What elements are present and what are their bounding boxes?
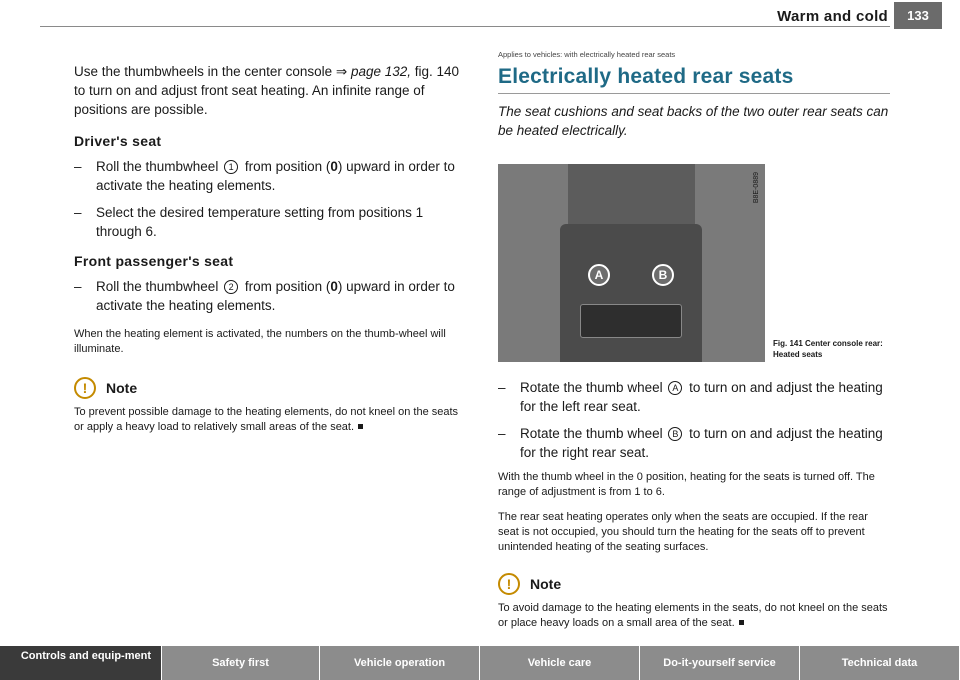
rear-note-title: Note — [530, 576, 562, 592]
passenger-seat-heading: Front passenger's seat — [74, 253, 234, 269]
figure-row — [498, 164, 890, 362]
header-rule — [40, 26, 890, 27]
rear-note-text: To avoid damage to the heating elements in the seats, do not kneel on the seats or place heavy loads on a small area of the seat. — [498, 602, 888, 629]
illumination-text: When the heating element is activated, the numbers on the thumb-wheel will illuminate. — [74, 328, 446, 355]
chapter-tab[interactable]: Controls and equip-ment — [0, 646, 162, 680]
caution-icon: ! — [498, 573, 520, 595]
chapter-tab[interactable]: Do-it-yourself service — [640, 646, 800, 680]
end-mark-icon — [739, 620, 744, 625]
applies-to: Applies to vehicles: with electrically heated rear seats — [498, 50, 676, 59]
callout-b-icon: B — [652, 264, 674, 286]
callout-a-icon: A — [588, 264, 610, 286]
chapter-tab[interactable]: Safety first — [162, 646, 320, 680]
occupancy-text: The rear seat heating operates only when the seats are occupied. If the rear seat is not occupied, you should turn the heating for the seats off to prevent unintended heating of the seating surfaces. — [498, 511, 868, 553]
chapter-tab[interactable]: Technical data — [800, 646, 960, 680]
page-section-title: Warm and cold — [777, 8, 888, 25]
range-text: With the thumb wheel in the 0 position, heating for the seats is turned off. The range of adjustment is from 1 to 6. — [498, 471, 875, 498]
left-column — [74, 62, 466, 445]
callout-1-icon: 1 — [224, 160, 238, 174]
center-console-shape — [560, 224, 702, 362]
right-column — [498, 50, 890, 641]
chapter-tab[interactable]: Vehicle operation — [320, 646, 480, 680]
note-title: Note — [106, 380, 138, 396]
thumbwheel-panel — [580, 304, 682, 338]
rear-note-header — [498, 573, 890, 595]
chapter-tab[interactable]: Vehicle care — [480, 646, 640, 680]
callout-2-icon: 2 — [224, 280, 238, 294]
note-text: To prevent possible damage to the heating elements, do not kneel on the seats or apply a heavy load to relatively small areas of the seat. — [74, 406, 459, 433]
page-reference-link[interactable]: page 132, — [350, 64, 412, 79]
section-heading: Electrically heated rear seats — [498, 65, 890, 94]
figure-code: B8E-0889 — [753, 172, 760, 204]
lead-paragraph: The seat cushions and seat backs of the two outer rear seats can be heated electrically. — [498, 104, 889, 138]
left-seat-shape — [498, 164, 568, 362]
figure-caption: Fig. 141 Center console rear: Heated seats — [773, 339, 883, 359]
callout-b-inline-icon: B — [668, 427, 682, 441]
rear-step-a: – Rotate the thumb wheel A to turn on and adjust the heating for the left rear seat. — [498, 380, 883, 414]
intro-paragraph: Use the thumbwheels in the center console ⇒ page 132, fig. 140 to turn on and adjust front seat heating. An infinite range of positions are possible. — [74, 64, 460, 117]
driver-step-1: – Roll the thumbwheel 1 from position (0) upward in order to activate the heating elements. — [74, 159, 455, 193]
chapter-tab-bar — [0, 646, 960, 680]
note-header — [74, 377, 466, 399]
rear-step-b: – Rotate the thumb wheel B to turn on and adjust the heating for the right rear seat. — [498, 426, 883, 460]
rear-console-figure — [498, 164, 765, 362]
driver-step-2: – Select the desired temperature setting from positions 1 through 6. — [74, 205, 424, 239]
page-number: 133 — [894, 2, 942, 29]
driver-seat-heading: Driver's seat — [74, 133, 162, 149]
end-mark-icon — [358, 424, 363, 429]
passenger-step-1: – Roll the thumbwheel 2 from position (0) upward in order to activate the heating elements. — [74, 279, 455, 313]
callout-a-inline-icon: A — [668, 381, 682, 395]
caution-icon: ! — [74, 377, 96, 399]
